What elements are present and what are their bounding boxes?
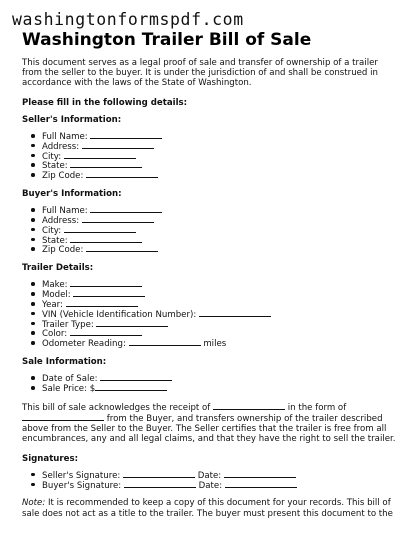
trailer-color-item [22,328,400,338]
document-body [22,58,400,528]
trailer-year-item [22,299,400,309]
seller-signature-item [22,470,400,480]
field-label: City: [42,151,62,162]
buyer-state-item [22,235,400,245]
field-label: Make: [42,280,68,291]
sale-date-item [22,373,400,383]
buyer-fields [22,205,400,254]
field-label: City: [42,225,62,236]
seller-fields [22,131,400,180]
sale-heading: Sale Information: [22,356,107,367]
field-label: Full Name: [42,132,88,143]
seller-signature-date-blank[interactable] [224,470,296,478]
ack-text-3: from the Buyer, and transfers ownership of the trailer described above from the Seller to the Buyer. The Seller certifies that the trailer is free from all encumbrances, any and all legal claims, and that they have the right to sell the trailer. [22,413,396,445]
ack-text-1: This bill of sale acknowledges the receipt of [22,402,211,413]
seller-signature-blank[interactable] [123,470,195,478]
buyer-signature-date-blank[interactable] [225,480,297,488]
ack-amount-blank[interactable] [213,402,285,410]
trailer-odometer-item [22,338,400,348]
field-label: Model: [42,290,71,301]
field-label: Sale Price: $ [42,383,96,394]
seller-zip-item [22,170,400,180]
buyer-heading: Buyer's Information: [22,189,122,199]
trailer-odometer-blank[interactable] [129,338,201,346]
trailer-type-item [22,319,400,329]
buyer-zip-item [22,244,400,254]
seller-address-blank[interactable] [82,141,154,149]
sale-date-blank[interactable] [100,373,172,381]
trailer-fields [22,279,400,348]
trailer-color-blank[interactable] [70,328,142,336]
seller-zip-blank[interactable] [86,170,158,178]
signature-fields [22,470,400,490]
buyer-signature-item [22,480,400,490]
seller-state-item [22,160,400,170]
site-watermark: washingtonformspdf.com [12,10,244,29]
field-label: State: [42,161,68,172]
note-text: It is recommended to keep a copy of this document for your records. This bill of sale does not act as a title to the trailer. The buyer must present this document to the [22,498,393,519]
buyer-zip-blank[interactable] [86,244,158,252]
field-label: Buyer's Signature: [42,480,122,491]
trailer-year-blank[interactable] [66,299,138,307]
field-label: Date of Sale: [42,374,98,385]
trailer-make-blank[interactable] [70,279,142,287]
seller-address-item [22,141,400,151]
buyer-state-blank[interactable] [70,235,142,243]
trailer-vin-blank[interactable] [199,309,271,317]
field-label: VIN (Vehicle Identification Number): [42,309,197,320]
document-title: Washington Trailer Bill of Sale [22,30,312,50]
sale-price-blank[interactable] [95,383,167,391]
seller-heading: Seller's Information: [22,114,122,125]
buyer-full-name-blank[interactable] [90,205,162,213]
buyer-full-name-item [22,205,400,215]
sale-price-item [22,383,400,393]
seller-full-name-item [22,131,400,141]
trailer-make-item [22,279,400,289]
field-label: Zip Code: [42,245,84,256]
ack-text-2: in the form of [287,402,347,413]
field-label: Trailer Type: [42,319,94,330]
seller-city-blank[interactable] [64,151,136,159]
odometer-unit: miles [203,339,227,350]
trailer-model-item [22,289,400,299]
signatures-heading: Signatures: [22,453,79,464]
sale-fields [22,373,400,393]
field-label: Odometer Reading: [42,339,126,350]
note-paragraph [22,498,400,518]
field-label: Address: [42,216,80,226]
field-label: Address: [42,141,80,152]
buyer-city-blank[interactable] [64,225,136,233]
buyer-address-item [22,215,400,225]
buyer-address-blank[interactable] [82,215,154,223]
seller-full-name-blank[interactable] [90,131,162,139]
seller-city-item [22,151,400,161]
field-label: Full Name: [42,206,88,217]
trailer-vin-item [22,309,400,319]
field-label: Seller's Signature: [42,470,121,481]
field-label: Color: [42,329,68,340]
field-label: Date: [198,480,223,491]
trailer-model-blank[interactable] [73,289,145,297]
trailer-heading: Trailer Details: [22,263,94,274]
field-label: Date: [197,470,222,481]
trailer-type-blank[interactable] [96,319,168,327]
field-label: State: [42,235,68,246]
buyer-city-item [22,225,400,235]
acknowledgment-paragraph [22,402,400,445]
buyer-signature-blank[interactable] [124,480,196,488]
note-label: Note: [22,498,46,509]
ack-form-blank[interactable] [22,413,104,421]
field-label: Year: [42,299,63,310]
seller-state-blank[interactable] [70,160,142,168]
fill-heading: Please fill in the following details: [22,97,188,108]
field-label: Zip Code: [42,171,84,182]
intro-paragraph: This document serves as a legal proof of sale and transfer of ownership of a trailer from the seller to the buyer. It is under the jurisdiction of and shall be construed in accordance with the laws of the State of Washington. [22,58,378,89]
